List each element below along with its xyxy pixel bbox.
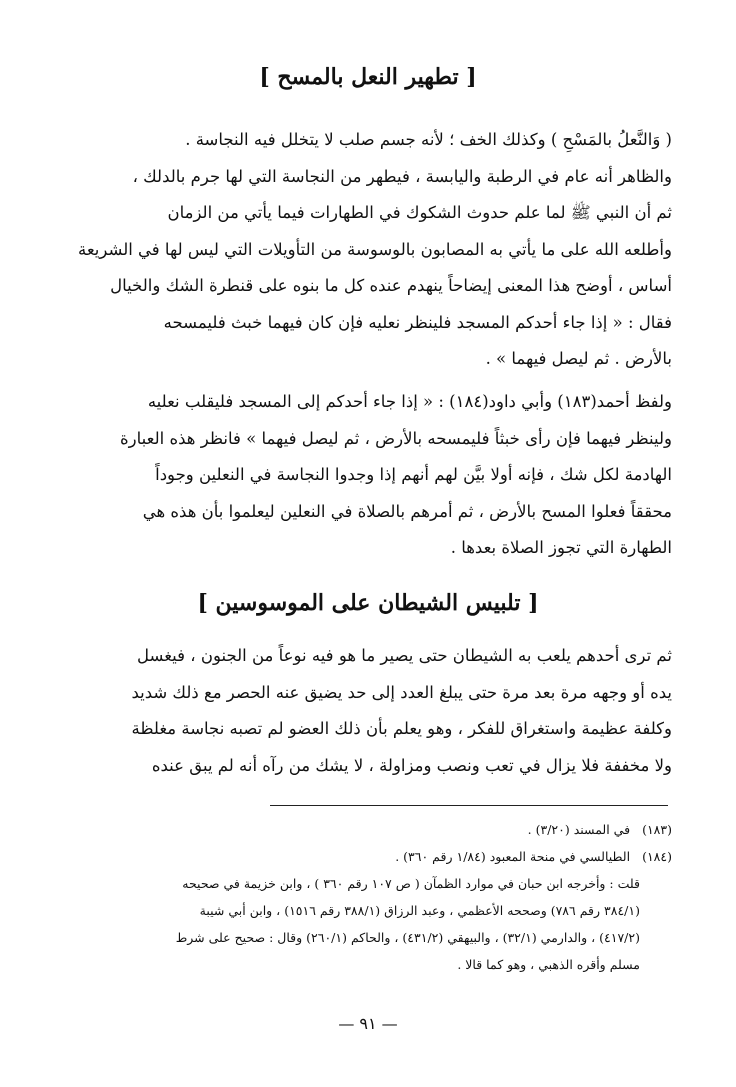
paragraph-line: وكلفة عظيمة واستغراق للفكر ، وهو يعلم بأن ذلك العضو لم تصبه نجاسة مغلظة [131,719,672,738]
footnote-line: (٣٨٤/١ رقم ٧٨٦) وصححه الأعظمي ، وعبد الرزاق (٣٨٨/١ رقم ١٥١٦) ، وابن أبي شيبة [199,903,640,918]
paragraph-line: ثم ترى أحدهم يلعب به الشيطان حتى يصير ما هو فيه نوعاً من الجنون ، فيغسل [137,646,672,665]
footnote-number: (١٨٤) [642,849,672,864]
footnote-line: قلت : وأخرجه ابن حبان في موارد الظمآن ( ص ١٠٧ رقم ٣٦٠ ) ، وابن خزيمة في صحيحه [182,876,640,891]
paragraph-1 [64,122,672,378]
paragraph-line: والظاهر أنه عام في الرطبة واليابسة ، فيطهر من النجاسة التي لها جرم بالدلك ، [132,166,672,186]
footnote-184 [64,843,672,870]
paragraph-line: محققاً فعلوا المسح بالأرض ، ثم أمرهم بالصلاة في النعلين ليعلموا بأن هذه هي [142,501,672,521]
paragraph-3 [64,638,672,784]
paragraph-line: الهادمة لكل شك ، فإنه أولا بيَّن لهم أنهم إذا وجدوا النجاسة في النعلين وجوداً [155,465,672,484]
footnote-text: في المسند (٣/٢٠) . [527,822,631,837]
footnote-number: (١٨٣) [642,822,672,837]
footnote-text: الطيالسي في منحة المعبود (١/٨٤ رقم ٣٦٠) . [395,849,631,864]
section-heading-satan-deception: [ تلبيس الشيطان على الموسوسين ] [197,590,539,616]
section-heading-shoe-purification: [ تطهير النعل بالمسح ] [259,64,477,90]
paragraph-2 [64,384,672,567]
paragraph-line: وأطلعه الله على ما يأتي به المصابون بالوسوسة من التأويلات التي ليس لها في الشريعة [77,239,672,259]
paragraph-line: ولا مخففة فلا يزال في تعب ونصب ومزاولة ، لا يشك من رآه أنه لم يبق عنده [151,755,672,775]
paragraph-line: يده أو وجهه مرة بعد مرة حتى يبلغ العدد إلى حد يضيق عنه الحصر مع ذلك شديد [131,682,672,702]
paragraph-line: ولفظ أحمد(١٨٣) وأبي داود(١٨٤) : « إذا جاء أحدكم إلى المسجد فليقلب نعليه [147,392,672,411]
paragraph-line: بالأرض . ثم ليصل فيهما » . [485,349,672,368]
paragraph-line: فقال : « إذا جاء أحدكم المسجد فلينظر نعليه فإن كان فيهما خبث فليمسحه [163,312,672,332]
footnote-separator [270,805,668,806]
paragraph-line: الطهارة التي تجوز الصلاة بعدها . [450,538,672,557]
paragraph-line: أساس ، أوضح هذا المعنى إيضاحاً ينهدم عنده كل ما بنوه على قنطرة الشك والخيال [110,276,672,295]
paragraph-line: ثم أن النبي ﷺ لما علم حدوث الشكوك في الطهارات فيما يأتي من الزمان [167,203,672,222]
page-number: — ٩١ — [338,1014,398,1033]
paragraph-line: ولينظر فيهما فإن رأى خبثاً فليمسحه بالأرض ، ثم ليصل فيهما » فانظر هذه العبارة [120,428,672,448]
paragraph-line: ( وَالنَّعلُ بالمَسْحِ ) وكذلك الخف ؛ لأنه جسم صلب لا يتخلل فيه النجاسة . [185,130,672,149]
footnotes [64,816,672,978]
footnote-183 [64,816,672,843]
footnote-line: مسلم وأقره الذهبي ، وهو كما قالا . [457,957,640,972]
footnote-line: (٤١٧/٢) ، والدارمي (٣٢/١) ، والبيهقي (٤٣١/٢) ، والحاكم (٢٦٠/١) وقال : صحيح على شرط [175,930,640,945]
